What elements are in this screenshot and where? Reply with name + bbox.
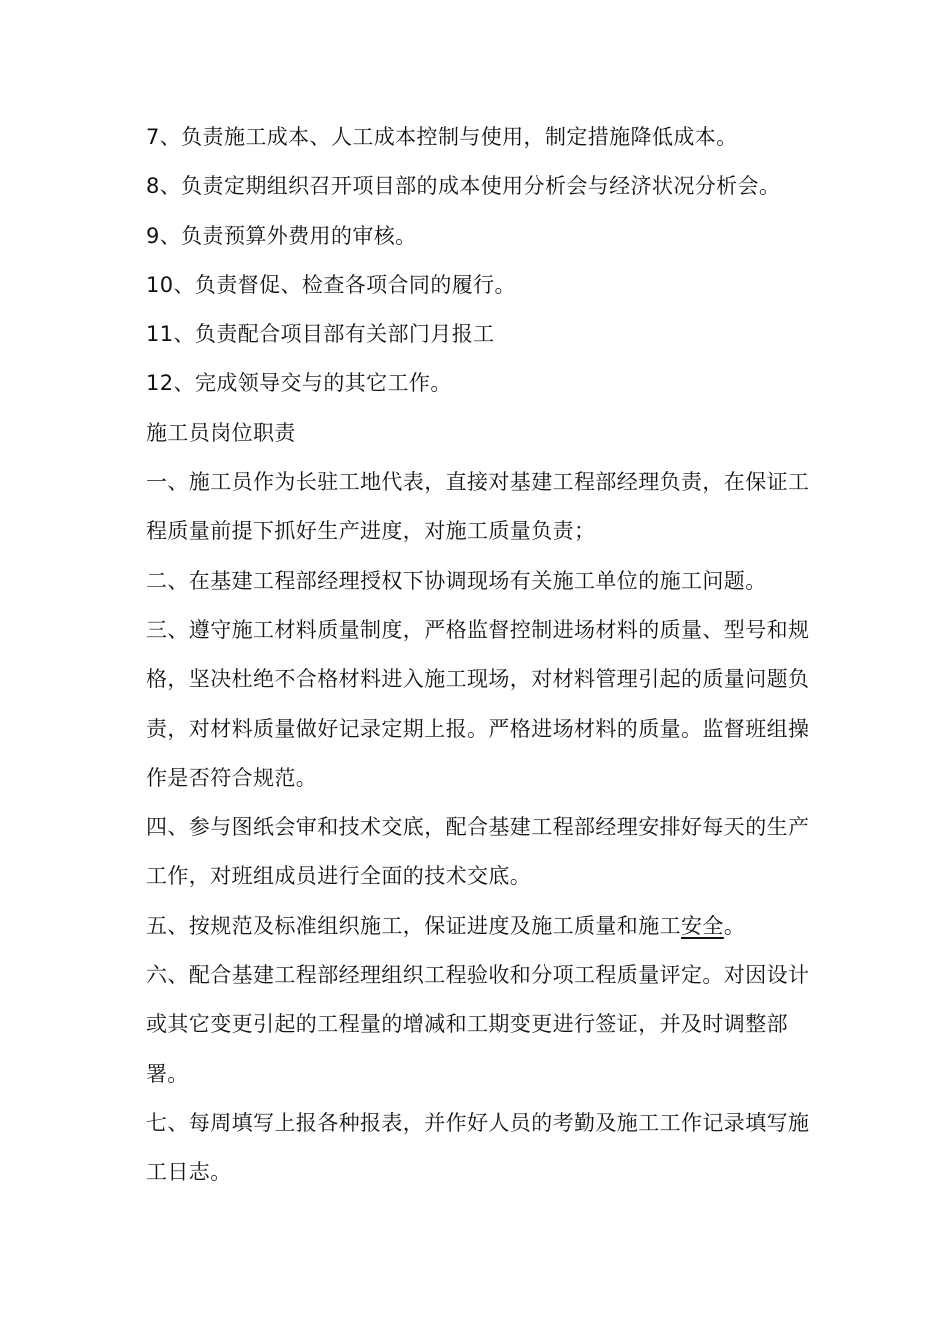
document-body — [146, 113, 812, 1198]
paragraph-6-line-1: 六、配合基建工程部经理组织工程验收和分项工程质量评定。对因设计 — [146, 963, 810, 988]
paragraph-6-line-2: 或其它变更引起的工程量的增减和工期变更进行签证，并及时调整部 — [146, 1012, 788, 1037]
underlined-word: 安全 — [681, 913, 724, 938]
paragraph-3-line-2: 格，坚决杜绝不合格材料进入施工现场，对材料管理引起的质量问题负 — [146, 667, 810, 692]
paragraph-5-text: 五、按规范及标准组织施工，保证进度及施工质量和施工 — [146, 913, 681, 938]
paragraph-3-line-4: 作是否符合规范。 — [146, 765, 318, 790]
paragraph-1-line-1: 一、施工员作为长驻工地代表，直接对基建工程部经理负责，在保证工 — [146, 470, 810, 495]
paragraph-4-line-1: 四、参与图纸会审和技术交底，配合基建工程部经理安排好每天的生产 — [146, 815, 810, 840]
paragraph-2-line-1: 二、在基建工程部经理授权下协调现场有关施工单位的施工问题。 — [146, 568, 767, 593]
paragraph-7-line-2: 工日志。 — [146, 1160, 232, 1185]
duty-item-10: 10、负责督促、检查各项合同的履行。 — [146, 272, 516, 297]
duty-item-8: 8、负责定期组织召开项目部的成本使用分析会与经济状况分析会。 — [146, 174, 781, 199]
duty-item-7: 7、负责施工成本、人工成本控制与使用，制定措施降低成本。 — [146, 125, 738, 149]
paragraph-1-line-2: 程质量前提下抓好生产进度，对施工质量负责； — [146, 519, 596, 544]
paragraph-7-line-1: 七、每周填写上报各种报表，并作好人员的考勤及施工工作记录填写施 — [146, 1110, 810, 1135]
section-heading: 施工员岗位职责 — [146, 420, 296, 445]
duty-item-9: 9、负责预算外费用的审核。 — [146, 223, 417, 248]
paragraph-5-line-1 — [146, 902, 812, 951]
duty-item-12: 12、完成领导交与的其它工作。 — [146, 371, 452, 396]
paragraph-4-line-2: 工作，对班组成员进行全面的技术交底。 — [146, 864, 532, 889]
paragraph-3-line-1: 三、遵守施工材料质量制度，严格监督控制进场材料的质量、型号和规 — [146, 617, 810, 642]
paragraph-6-line-3: 署。 — [146, 1061, 189, 1086]
paragraph-3-line-3: 责，对材料质量做好记录定期上报。严格进场材料的质量。监督班组操 — [146, 716, 810, 741]
paragraph-5-end: 。 — [723, 913, 746, 938]
duty-item-11: 11、负责配合项目部有关部门月报工 — [146, 322, 495, 347]
